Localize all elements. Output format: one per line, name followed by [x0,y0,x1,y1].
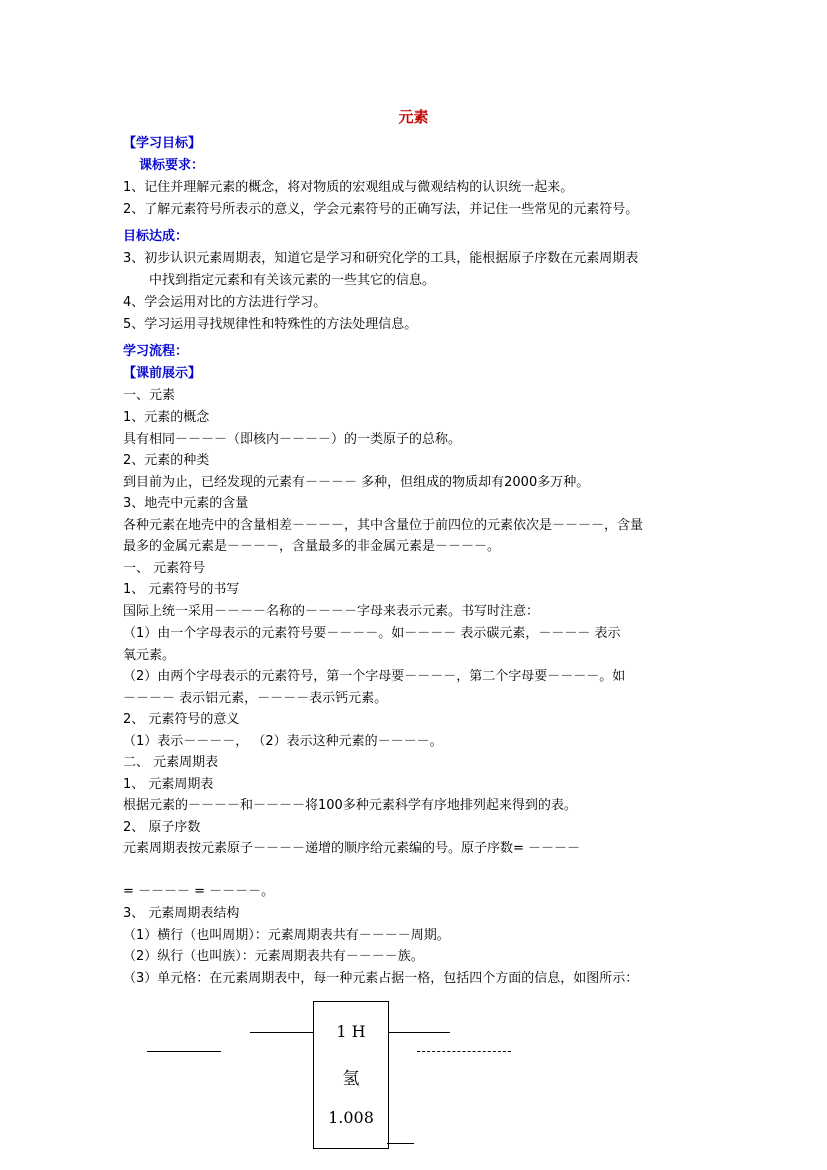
body-line: 3、地壳中元素的含量 [123,496,249,511]
element-cell-name: 氢 [342,1069,360,1089]
curriculum-item: 1、记住并理解元素的概念，将对物质的宏观组成与微观结构的认识统一起来。 [123,180,574,195]
body-line: （1）横行（也叫周期）：元素周期表共有－－－－周期。 [123,928,450,943]
goal-header: 【学习目标】 [123,136,202,151]
flow-header: 学习流程： [123,344,189,359]
achieve-item: 4、学会运用对比的方法进行学习。 [123,295,327,310]
achieve-header: 目标达成： [123,229,189,244]
body-line: 2、 元素符号的意义 [123,712,240,727]
blank-line-left [147,1051,221,1052]
body-line: 一、元素 [123,388,176,403]
body-line: 国际上统一采用－－－－名称的－－－－字母来表示元素。书写时注意： [123,604,540,619]
body-line: （2）由两个字母表示的元素符号，第一个字母要－－－－，第二个字母要－－－－。如 [123,669,626,684]
body-line: 1、 元素周期表 [123,777,214,792]
body-line: = －－－－ = －－－－。 [123,884,275,899]
body-line: 1、元素的概念 [123,410,210,425]
preview-header: 【课前展示】 [123,366,202,381]
body-line: 1、 元素符号的书写 [123,582,240,597]
blank-line-right [417,1051,511,1052]
achieve-item: 5、学习运用寻找规律性和特殊性的方法处理信息。 [123,317,418,332]
body-line: 各种元素在地壳中的含量相差－－－－，其中含量位于前四位的元素依次是－－－－，含量 [123,518,644,533]
body-line: 2、元素的种类 [123,453,210,468]
body-line: 最多的金属元素是－－－－，含量最多的非金属元素是－－－－。 [123,539,501,554]
curriculum-header: 课标要求： [139,158,205,173]
element-cell [313,1001,389,1149]
body-line: （1）表示－－－－， （2）表示这种元素的－－－－。 [123,734,443,749]
body-line: 3、 元素周期表结构 [123,906,240,921]
body-line: 氧元素。 [123,648,176,663]
element-cell-number-symbol: 1 H [336,1022,366,1041]
body-line: 元素周期表按元素原子－－－－递增的顺序给元素编的号。原子序数= －－－－ [123,841,581,856]
body-line: 根据元素的－－－－和－－－－将100多种元素科学有序地排列起来得到的表。 [123,798,577,813]
page-title: 元素 [398,108,429,126]
body-line: 二、 元素周期表 [123,755,219,770]
element-cell-mass: 1.008 [328,1108,374,1127]
achieve-item: 3、初步认识元素周期表，知道它是学习和研究化学的工具，能根据原子序数在元素周期表 [123,251,639,266]
curriculum-item: 2、了解元素符号所表示的意义，学会元素符号的正确写法，并记住一些常见的元素符号。 [123,202,639,217]
body-line: （1）由一个字母表示的元素符号要－－－－。如－－－－ 表示碳元素，－－－－ 表示 [123,626,621,641]
body-line: 一、 元素符号 [123,561,206,576]
body-line: 具有相同－－－－（即核内－－－－）的一类原子的总称。 [123,432,462,447]
body-line: （3）单元格：在元素周期表中，每一种元素占据一格，包括四个方面的信息，如图所示： [123,971,639,986]
achieve-item: 中找到指定元素和有关该元素的一些其它的信息。 [149,273,436,288]
leader-line-right [388,1032,450,1033]
body-line: 2、 原子序数 [123,820,201,835]
body-line: （2）纵行（也叫族）：元素周期表共有－－－－族。 [123,949,424,964]
blank-line-bottom [387,1143,414,1144]
leader-line-left [250,1032,313,1033]
body-line: －－－－ 表示铝元素，－－－－表示钙元素。 [123,691,388,706]
body-line: 到目前为止，已经发现的元素有－－－－ 多种，但组成的物质却有2000多万种。 [123,475,590,490]
